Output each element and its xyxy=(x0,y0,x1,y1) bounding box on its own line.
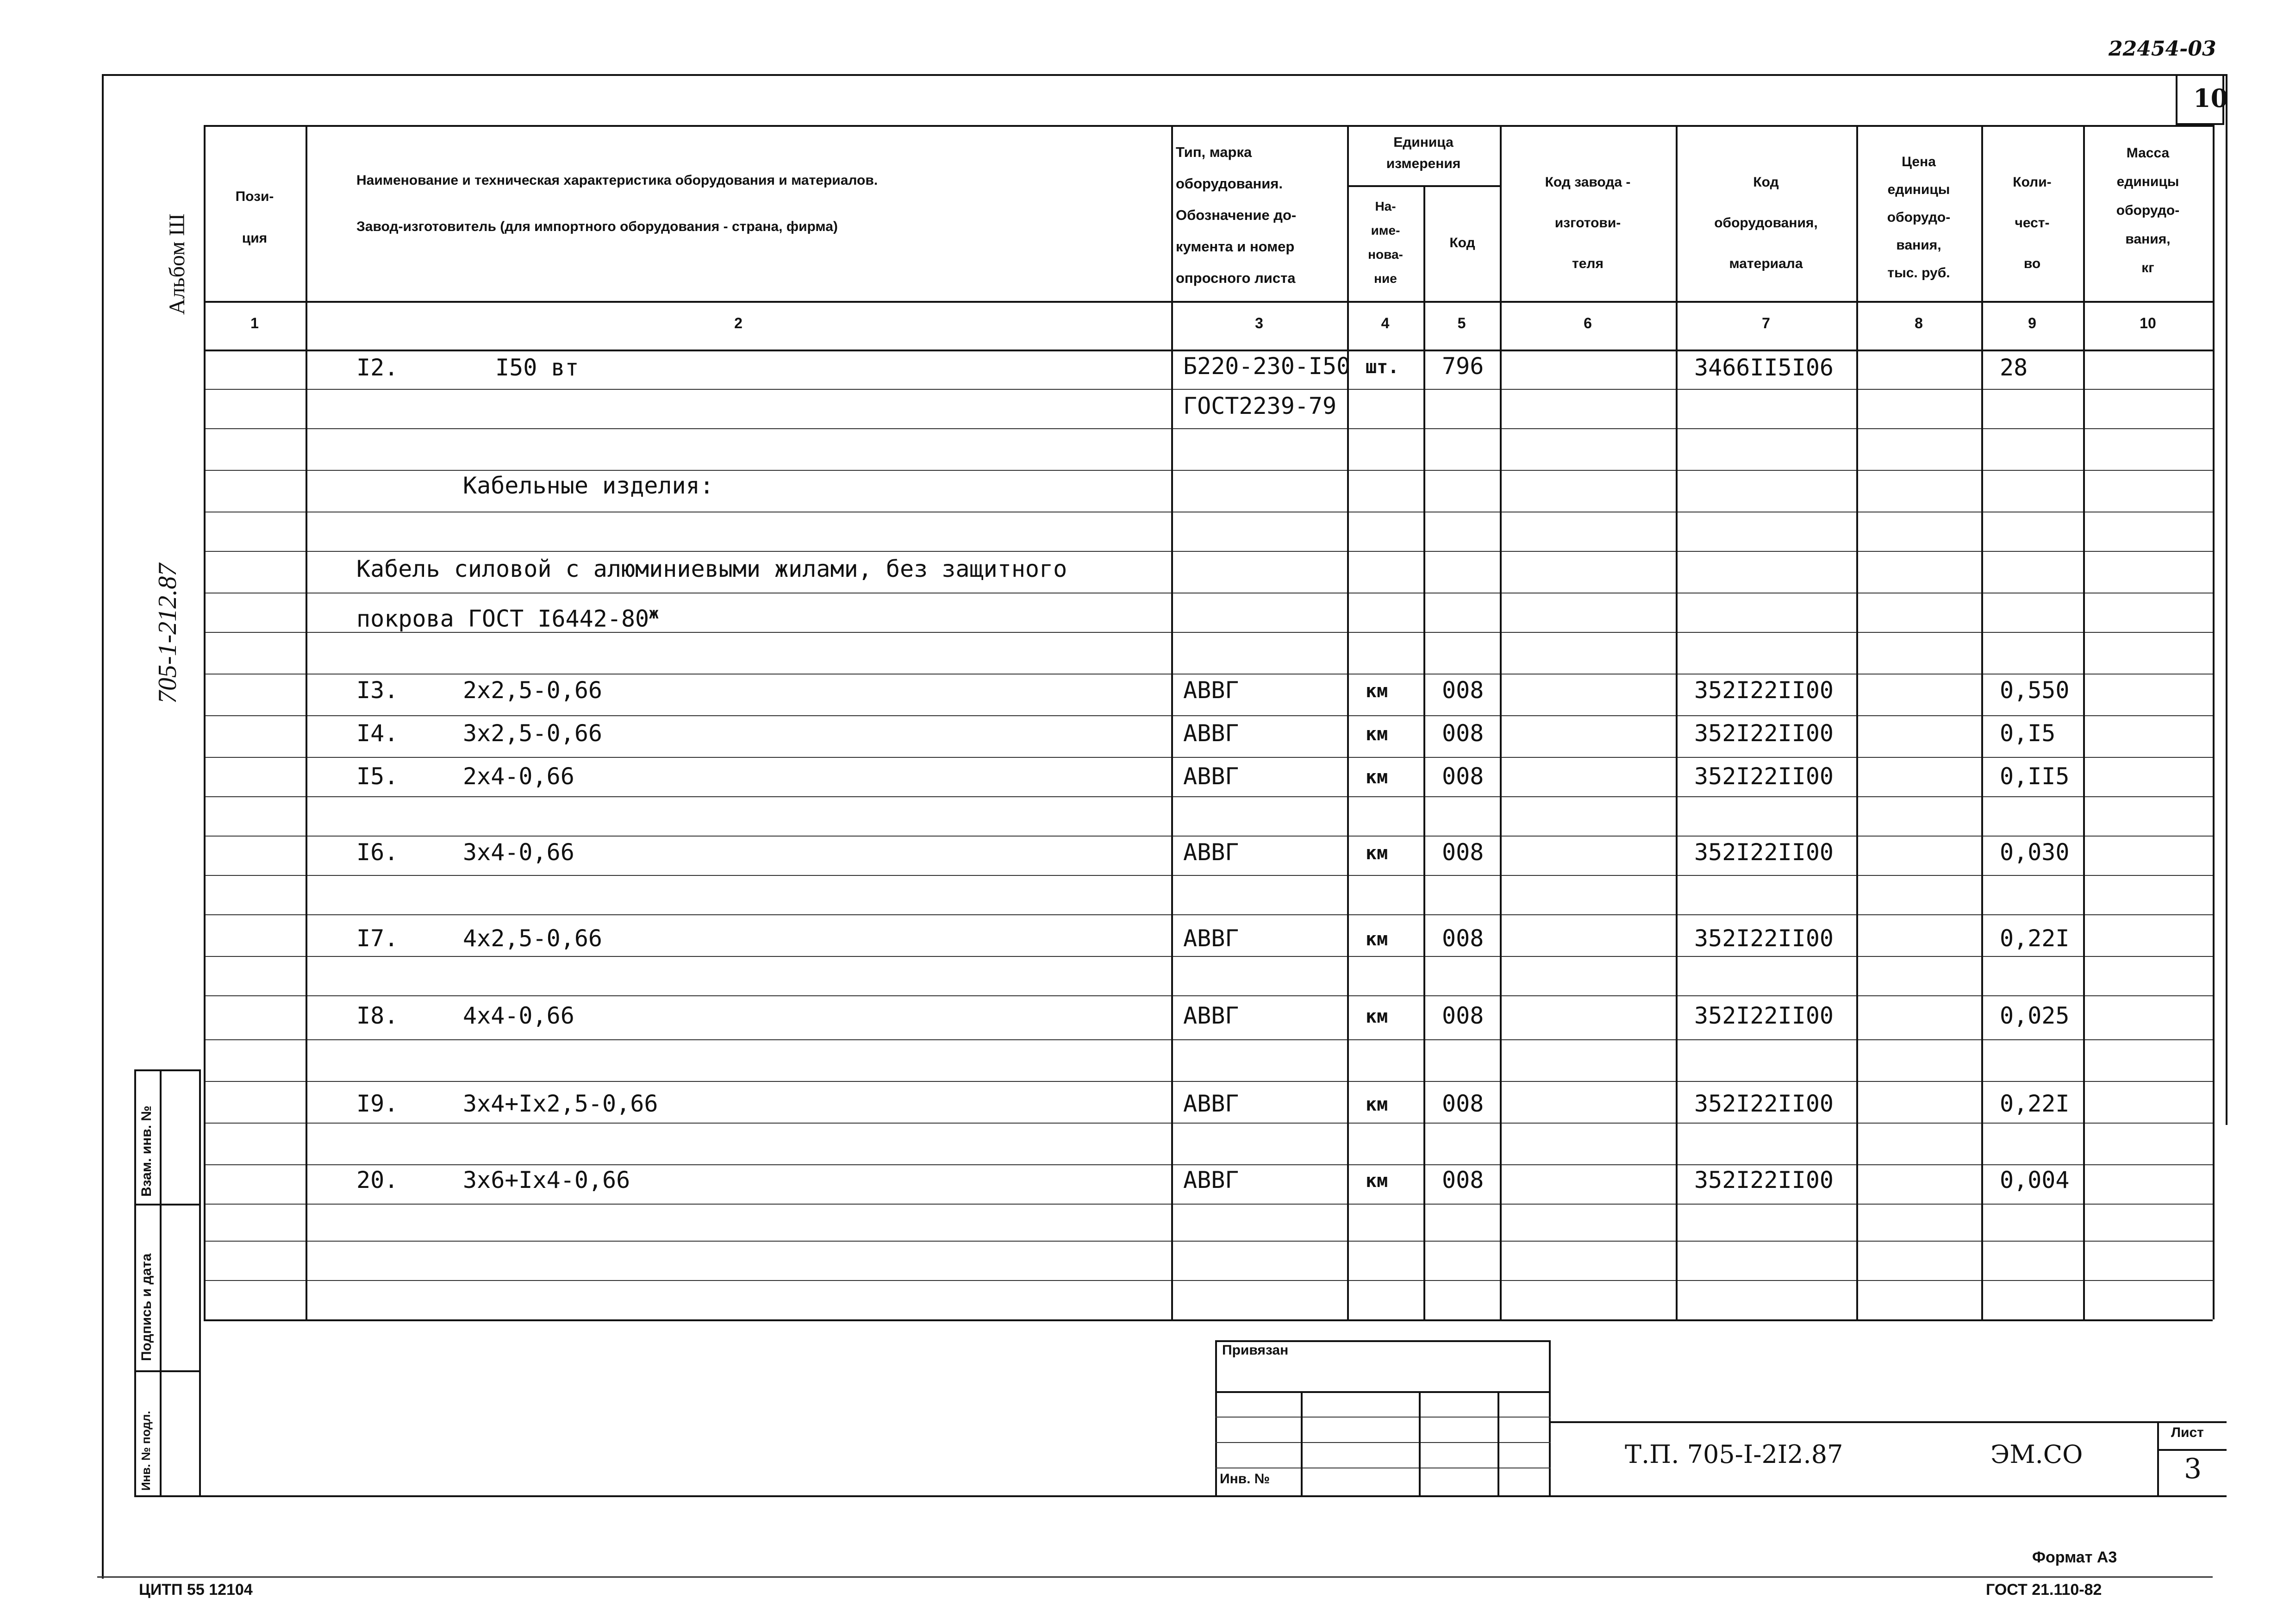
col-line-9 xyxy=(2083,125,2085,1319)
row-position: I8. xyxy=(356,1002,399,1029)
linked-row2 xyxy=(1215,1417,1551,1418)
row-position: I6. xyxy=(356,839,399,866)
side-stamp-div2 xyxy=(134,1370,199,1372)
row-position: I4. xyxy=(356,720,399,747)
table-row-line xyxy=(204,551,2213,552)
document-mark: ЭМ.СО xyxy=(1990,1440,2083,1469)
header-quantity: Коли- чест- во xyxy=(2013,175,2052,271)
row-material-code: 352I22II00 xyxy=(1694,839,1834,866)
row-type-document: ГОСТ2239-79 xyxy=(1183,393,1337,419)
row-unit: шт. xyxy=(1366,356,1399,378)
linked-label: Привязан xyxy=(1222,1343,1289,1358)
row-description: 4x2,5-0,66 xyxy=(463,925,603,952)
row-type: АВВГ xyxy=(1183,925,1239,952)
header-price: Цена единицы оборудо- вания, тыс. руб. xyxy=(1887,154,1951,281)
colnum-3: 3 xyxy=(1255,315,1263,331)
side-podpis-label: Подпись и дата xyxy=(139,1253,154,1361)
cable-description-line1: Кабель силовой с алюминиевыми жилами, без защитного xyxy=(356,556,1067,582)
row-material-code: 352I22II00 xyxy=(1694,1090,1834,1117)
row-material-code: 352I22II00 xyxy=(1694,925,1834,952)
table-row-line xyxy=(204,1164,2213,1165)
album-label: Альбом Ш xyxy=(165,213,189,315)
table-row-line xyxy=(204,836,2213,837)
side-stamp-div1 xyxy=(134,1204,199,1206)
row-quantity: 0,I5 xyxy=(2000,720,2056,747)
table-row-line xyxy=(204,995,2213,996)
row-unit-code: 008 xyxy=(1442,839,1484,866)
row-unit-code: 008 xyxy=(1442,720,1484,747)
row-unit: км xyxy=(1366,843,1388,864)
row-type: АВВГ xyxy=(1183,677,1239,704)
table-row-line xyxy=(204,1039,2213,1040)
row-unit: км xyxy=(1366,724,1388,745)
row-position: I7. xyxy=(356,925,399,952)
row-position: 20. xyxy=(356,1167,399,1193)
table-row-line xyxy=(204,757,2213,758)
colnum-4: 4 xyxy=(1381,315,1390,331)
col-line-3 xyxy=(1347,125,1349,1319)
row-quantity: 0,550 xyxy=(2000,677,2070,704)
colnum-2: 2 xyxy=(734,315,742,331)
row-quantity: 0,II5 xyxy=(2000,763,2070,790)
document-number: Т.П. 705-I-2I2.87 xyxy=(1625,1440,1843,1469)
stamp-bottom-line xyxy=(134,1495,2227,1497)
row-quantity: 0,22I xyxy=(2000,1090,2070,1117)
row-description: 3x2,5-0,66 xyxy=(463,720,603,747)
linked-col3 xyxy=(1497,1391,1499,1495)
row-material-code: 352I22II00 xyxy=(1694,1167,1834,1193)
linked-col2 xyxy=(1419,1391,1421,1495)
row-unit-code: 008 xyxy=(1442,763,1484,790)
row-description: I50 вт xyxy=(495,354,579,381)
footer-line xyxy=(97,1576,2213,1578)
colnum-9: 9 xyxy=(2028,315,2036,331)
table-row-line xyxy=(204,1241,2213,1242)
col-line-6 xyxy=(1676,125,1678,1319)
header-equipment-code: Код оборудования, материала xyxy=(1714,175,1818,271)
table-row-line xyxy=(204,389,2213,390)
row-description: 2x2,5-0,66 xyxy=(463,677,603,704)
row-material-code: 352I22II00 xyxy=(1694,677,1834,704)
row-unit-code: 008 xyxy=(1442,1167,1484,1193)
corner-mark: 10 xyxy=(2193,83,2228,113)
row-quantity: 0,030 xyxy=(2000,839,2070,866)
colnum-7: 7 xyxy=(1762,315,1770,331)
cable-description-superscript: ж xyxy=(649,604,659,623)
col-line-5 xyxy=(1500,125,1502,1319)
row-material-code: 352I22II00 xyxy=(1694,763,1834,790)
header-name-line2: Завод-изготовитель (для импортного оборудования - страна, фирма) xyxy=(356,219,838,234)
colnum-6: 6 xyxy=(1584,315,1592,331)
row-quantity: 0,025 xyxy=(2000,1002,2070,1029)
row-material-code: 352I22II00 xyxy=(1694,720,1834,747)
section-title: Кабельные изделия: xyxy=(463,472,714,499)
sheet-box-mid xyxy=(2157,1449,2227,1451)
row-type: АВВГ xyxy=(1183,763,1239,790)
row-position: I9. xyxy=(356,1090,399,1117)
table-row-line xyxy=(204,875,2213,876)
linked-col1 xyxy=(1301,1391,1303,1495)
header-name-line1: Наименование и техническая характеристика оборудования и материалов. xyxy=(356,173,878,188)
table-row-line xyxy=(204,428,2213,429)
row-unit: км xyxy=(1366,681,1388,702)
footer-format: Формат А3 xyxy=(2032,1549,2117,1566)
frame-left xyxy=(102,74,104,1579)
row-type: АВВГ xyxy=(1183,1090,1239,1117)
row-position: I3. xyxy=(356,677,399,704)
sheet-label: Лист xyxy=(2171,1425,2204,1440)
header-maker-code: Код завода - изготови- теля xyxy=(1545,175,1631,271)
frame-right xyxy=(2226,74,2227,1125)
row-unit: км xyxy=(1366,929,1388,950)
row-unit: км xyxy=(1366,767,1388,788)
row-quantity: 0,004 xyxy=(2000,1167,2070,1193)
project-side-label: 705-1-212.87 xyxy=(153,563,182,704)
row-unit: км xyxy=(1366,1094,1388,1115)
table-row-line xyxy=(204,674,2213,675)
header-unit-group: Единица измерения xyxy=(1386,135,1461,171)
table-header-bottom xyxy=(204,301,2213,303)
footer-left: ЦИТП 55 12104 xyxy=(139,1581,253,1599)
footer-gost: ГОСТ 21.110-82 xyxy=(1986,1581,2102,1599)
row-description: 4x4-0,66 xyxy=(463,1002,574,1029)
row-unit-code: 796 xyxy=(1442,353,1484,380)
cable-description-line2 xyxy=(356,604,659,632)
row-unit-code: 008 xyxy=(1442,925,1484,952)
row-type: АВВГ xyxy=(1183,1167,1239,1193)
col-line-2 xyxy=(1171,125,1173,1319)
inv-no-label: Инв. № xyxy=(1220,1471,1270,1487)
row-type: АВВГ xyxy=(1183,720,1239,747)
row-unit: км xyxy=(1366,1006,1388,1027)
row-unit-code: 008 xyxy=(1442,677,1484,704)
side-vzam-label: Взам. инв. № xyxy=(139,1106,154,1197)
cable-description-text: покрова ГОСТ I6442-80 xyxy=(356,605,649,632)
header-mass: Масса единицы оборудо- вания, кг xyxy=(2116,145,2180,275)
row-material-code: 3466II5I06 xyxy=(1694,354,1834,381)
side-stamp-left xyxy=(134,1069,136,1495)
linked-row3 xyxy=(1215,1442,1551,1443)
frame-top xyxy=(103,74,2227,76)
table-row-line xyxy=(204,1081,2213,1082)
table-row-line xyxy=(204,715,2213,716)
row-position: I2. xyxy=(356,354,399,381)
row-description: 3x4-0,66 xyxy=(463,839,574,866)
row-quantity: 28 xyxy=(2000,354,2028,381)
colnum-10: 10 xyxy=(2140,315,2156,331)
col-line-10 xyxy=(2213,125,2215,1319)
table-row-line xyxy=(204,1280,2213,1281)
linked-row1 xyxy=(1215,1391,1551,1393)
row-description: 3x6+Ix4-0,66 xyxy=(463,1167,630,1193)
title-top xyxy=(1551,1421,2227,1423)
row-type: АВВГ xyxy=(1183,839,1239,866)
header-type: Тип, марка оборудования. Обозначение до- кумента и номер опросного листа xyxy=(1176,144,1297,286)
table-row-line xyxy=(204,956,2213,957)
sheet-number: 3 xyxy=(2184,1453,2202,1485)
table-row-line xyxy=(204,470,2213,471)
side-stamp-mid xyxy=(160,1069,162,1495)
row-unit-code: 008 xyxy=(1442,1090,1484,1117)
header-position: Пози- ция xyxy=(235,189,274,246)
table-row-line xyxy=(204,914,2213,915)
sheet-box-left xyxy=(2157,1421,2159,1495)
table-top xyxy=(204,125,2213,127)
table-row-line xyxy=(204,1123,2213,1124)
col-line-7 xyxy=(1856,125,1858,1319)
row-description: 3x4+Ix2,5-0,66 xyxy=(463,1090,658,1117)
row-type: Б220-230-I50 xyxy=(1183,353,1351,380)
side-stamp-top xyxy=(134,1069,199,1071)
col-line-0 xyxy=(204,125,206,1319)
col-line-8 xyxy=(1981,125,1983,1319)
colnum-5: 5 xyxy=(1457,315,1466,331)
colnum-1: 1 xyxy=(250,315,259,331)
row-type: АВВГ xyxy=(1183,1002,1239,1029)
table-bottom xyxy=(204,1319,2213,1321)
units-divider xyxy=(1347,185,1500,187)
col-line-1 xyxy=(306,125,307,1319)
col-line-4 xyxy=(1423,185,1425,1319)
header-unit-name: На- име- нова- ние xyxy=(1368,199,1403,286)
row-unit: км xyxy=(1366,1170,1388,1192)
colnum-8: 8 xyxy=(1915,315,1923,331)
table-row-line xyxy=(204,796,2213,797)
row-material-code: 352I22II00 xyxy=(1694,1002,1834,1029)
row-quantity: 0,22I xyxy=(2000,925,2070,952)
row-position: I5. xyxy=(356,763,399,790)
table-colnum-bottom xyxy=(204,350,2213,351)
sheet-code: 22454-03 xyxy=(2109,37,2216,61)
side-stamp-right xyxy=(199,1069,201,1495)
side-inv-label: Инв. № подл. xyxy=(139,1411,153,1491)
row-unit-code: 008 xyxy=(1442,1002,1484,1029)
header-unit-code: Код xyxy=(1449,235,1475,250)
row-description: 2x4-0,66 xyxy=(463,763,574,790)
table-row-line xyxy=(204,1204,2213,1205)
